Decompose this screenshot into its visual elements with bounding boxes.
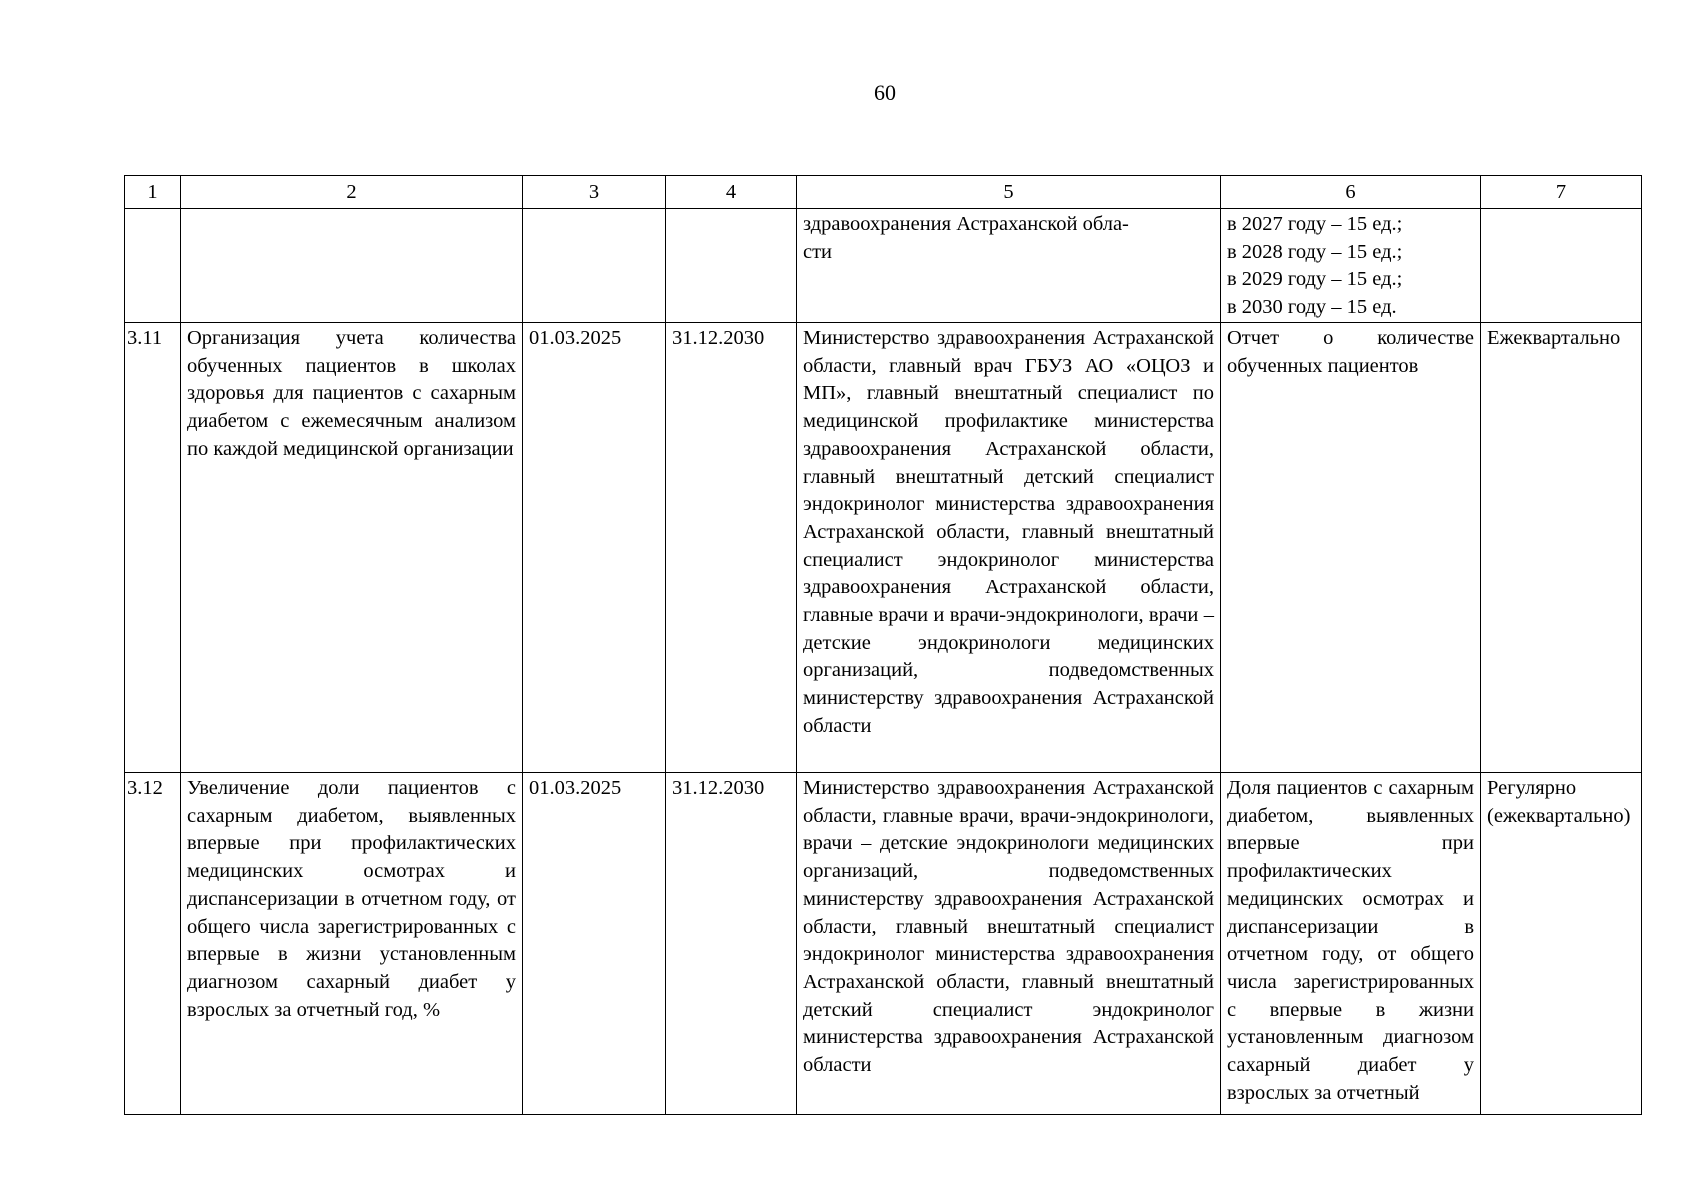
executors-cell: Министерство здравоохранения Астраханской области, главные врачи, врачи-эндокринологи, врачи – детские эндокринологи медицинских организаций, подведомственных министерству здравоохранения Астраханской области, главный внештатный специалист эндокринолог министерства здравоохранения Астраханской области, главный внештатный детский специалист эндокринолог министерства здравоохранения Астраханской области: [797, 773, 1221, 1115]
page-number: 60: [874, 80, 896, 105]
executors-cell: [797, 209, 1221, 323]
column-header: 4: [666, 176, 797, 209]
empty-cell: [523, 209, 666, 323]
text-line: сти: [803, 240, 833, 263]
column-number-header-row: [125, 176, 1642, 209]
indicator-cell: [1221, 209, 1481, 323]
text-line: здравоохранения Астраханской обла-: [803, 213, 1129, 235]
text-line: в 2028 году – 15 ед.;: [1227, 240, 1403, 263]
executors-cell: Министерство здравоохранения Астраханской области, главный врач ГБУЗ АО «ОЦОЗ и МП», главный внештатный специалист по медицинской профилактике министерства здравоохранения Астраханской области, главный внештатный детский специалист эндокринолог министерства здравоохранения Астраханской области, главный внештатный специалист эндокринолог министерства здравоохранения Астраханской области, главные врачи и врачи-эндокринологи, врачи – детские эндокринологи медицинских организаций, подведомственных министерству здравоохранения Астраханской области: [797, 323, 1221, 773]
text-line: в 2027 году – 15 ед.;: [1227, 213, 1403, 235]
periodicity-cell: Ежеквартально: [1481, 323, 1642, 773]
continuation-row: [125, 209, 1642, 323]
end-date-cell: 31.12.2030: [666, 323, 797, 773]
activity-cell: Увеличение доли пациентов с сахарным диабетом, выявленных впервые при профилактических медицинских осмотрах и диспансеризации в отчетном году, от общего числа зарегистрированных с впервые в жизни установленным диагнозом сахарный диабет у взрослых за отчетный год, %: [181, 773, 523, 1115]
indicator-cell: Отчет о количестве обученных пациентов: [1221, 323, 1481, 773]
row-number: 3.11: [125, 323, 181, 773]
text-line: в 2029 году – 15 ед.;: [1227, 268, 1403, 291]
row-number: 3.12: [125, 773, 181, 1115]
column-header: 6: [1221, 176, 1481, 209]
plan-table: [124, 175, 1642, 1115]
column-header: 5: [797, 176, 1221, 209]
column-header: 3: [523, 176, 666, 209]
empty-cell: [181, 209, 523, 323]
start-date-cell: 01.03.2025: [523, 323, 666, 773]
periodicity-cell: Регулярно (ежеквартально): [1481, 773, 1642, 1115]
empty-cell: [666, 209, 797, 323]
column-header: 7: [1481, 176, 1642, 209]
column-header: 1: [125, 176, 181, 209]
start-date-cell: 01.03.2025: [523, 773, 666, 1115]
activity-cell: Организация учета количества обученных пациентов в школах здоровья для пациентов с сахарным диабетом с ежемесячным анализом по каждой медицинской организации: [181, 323, 523, 773]
text-line: в 2030 году – 15 ед.: [1227, 296, 1397, 319]
empty-cell: [125, 209, 181, 323]
end-date-cell: 31.12.2030: [666, 773, 797, 1115]
table-row: [125, 773, 1642, 1115]
table-row: [125, 323, 1642, 773]
empty-cell: [1481, 209, 1642, 323]
indicator-cell: Доля пациентов с сахарным диабетом, выявленных впервые при профилактических медицинских осмотрах и диспансеризации в отчетном году, от общего числа зарегистрированных с впервые в жизни установленным диагнозом сахарный диабет у взрослых за отчетный: [1221, 773, 1481, 1115]
column-header: 2: [181, 176, 523, 209]
